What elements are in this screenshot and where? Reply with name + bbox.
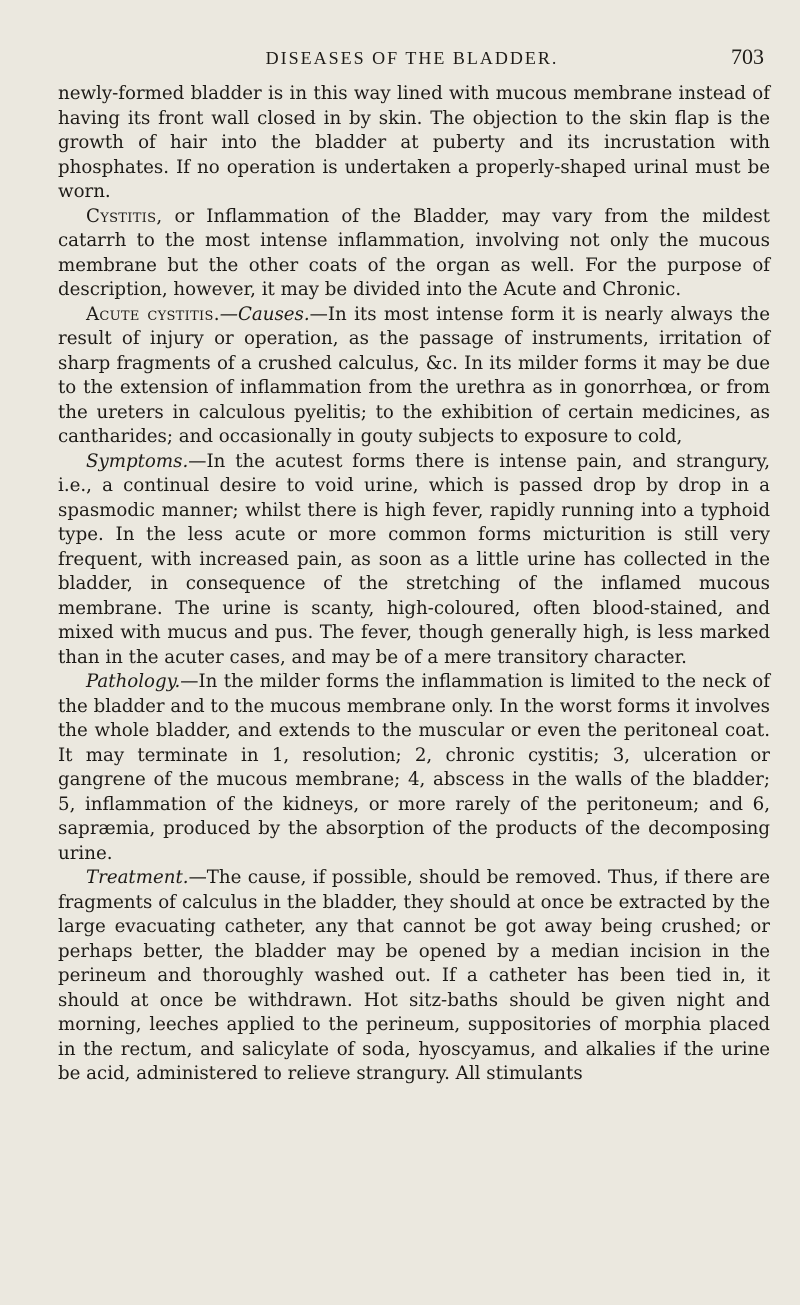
paragraph-symptoms [58, 450, 770, 671]
paragraph-text: newly-formed bladder is in this way lined with mucous membrane instead of having its front wall closed in by skin. The objection to the skin flap is the growth of hair into the bladder at puberty and its incrustation with phosphates. If no operation is undertaken a properly-shaped urinal must be worn. [58, 83, 770, 202]
paragraph-text: —In the acutest forms there is intense pain, and strangury, i.e., a continual desire to void urine, which is passed drop by drop in a spasmodic manner; whilst there is high fever, rapidly running into a typhoid type. In the less acute or more common forms micturition is still very frequent, with increased pain, as soon as a little urine has collected in the bladder, in consequence of the stretching of the inflamed mucous membrane. The urine is scanty, high-coloured, often blood-stained, and mixed with mucus and pus. The fever, though generally high, is less marked than in the acuter cases, and may be of a mere transitory character. [58, 450, 770, 668]
body-text [58, 82, 770, 1087]
paragraph-text: —In the milder forms the inflammation is limited to the neck of the bladder and to the mucous membrane only. In the worst forms it involves the whole bladder, and extends to the muscular or even the peritoneal coat. It may terminate in 1, resolution; 2, chronic cystitis; 3, ulceration or gangrene of the mucous membrane; 4, abscess in the walls of the bladder; 5, inflammation of the kidneys, or more rarely of the peritoneum; and 6, sapræmia, produced by the absorption of the products of the decomposing urine. [58, 671, 770, 864]
page-number: 703 [731, 44, 764, 69]
paragraph-text: or Inflammation of the Bladder, may vary from the mildest catarrh to the most intense inflammation, involving not only the mucous membrane but the other coats of the organ as well. For the purpose of description, however, it may be divided into the Acute and Chronic. [58, 205, 770, 300]
section-lead: Cystitis, [86, 205, 163, 227]
paragraph-text: —The cause, if possible, should be removed. Thus, if there are fragments of calculus in the bladder, they should at once be extracted by the large evacuating catheter, any that cannot be got away being crushed; or perhaps better, the bladder may be opened by a median incision in the perineum and thoroughly washed out. If a catheter has been tied in, it should at once be withdrawn. Hot sitz-baths should be given night and morning, leeches applied to the perineum, suppositories of morphia placed in the rectum, and salicylate of soda, hyoscyamus, and alkalies if the urine be acid, administered to relieve strangury. All stimulants [58, 867, 770, 1084]
running-head [60, 42, 764, 72]
subheading: Pathology. [86, 671, 181, 692]
paragraph-cystitis [58, 205, 770, 303]
section-lead: Acute cystitis. [86, 303, 220, 325]
paragraph-acute-cystitis [58, 303, 770, 450]
subheading: Symptoms. [86, 450, 189, 472]
subheading: Treatment. [86, 867, 189, 888]
paragraph-treatment [58, 866, 770, 1087]
paragraph-pathology [58, 670, 770, 866]
paragraph-text: —In its most intense form it is nearly always the result of injury or operation, as the passage of instruments, irritation of sharp fragments of a crushed calculus, &c. In its milder forms it may be due to the extension of inflammation from the urethra as in gonorrhœa, or from the ureters in calculous pyelitis; to the exhibition of certain medicines, as cantharides; and occasionally in gouty subjects to exposure to cold, [58, 303, 770, 447]
paragraph-continuation [58, 82, 770, 205]
running-title: DISEASES OF THE BLADDER. [265, 48, 559, 68]
subheading: —Causes. [219, 303, 310, 325]
